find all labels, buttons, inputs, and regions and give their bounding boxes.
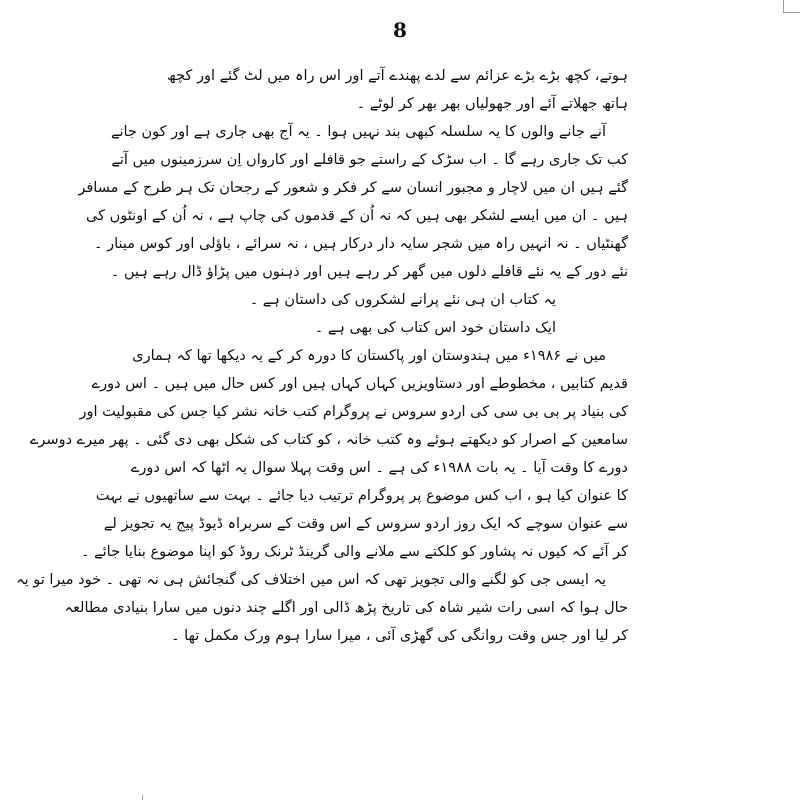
text-line: نئے دور کے یہ نئے قافلے دلوں میں گھر کر رہے ہیں اور ذہنوں میں پڑاؤ ڈال رہے ہیں ۔ [110, 264, 628, 280]
text-line: سامعین کے اصرار کو دیکھتے ہوئے وہ کتب خانہ ، کو کتاب کی شکل بھی دی گئی ۔ پھر میرے دوسرے [29, 432, 628, 448]
text-line: میں نے ۱۹۸۶ء میں ہندوستان اور پاکستان کا دورہ کر کے یہ دیکھا تھا کہ ہماری [132, 348, 606, 364]
text-line: کا عنوان کیا ہو ، اب کس موضوع پر پروگرام ترتیب دیا جائے ۔ بہت سے ساتھیوں نے بہت [95, 488, 628, 504]
text-line: ہیں ۔ ان میں ایسے لشکر بھی ہیں کہ نہ اُن کے قدموں کی چاپ ہے ، نہ اُن کے اونٹوں کی [86, 208, 628, 224]
page-bottom-mark [132, 795, 143, 800]
text-line: کر لیا اور جس وقت روانگی کی گھڑی آئی ، میرا سارا ہوم ورک مکمل تھا ۔ [171, 628, 628, 644]
text-line: دورے کا وقت آیا ۔ یہ بات ۱۹۸۸ء کی ہے ۔ اس وقت پہلا سوال یہ اٹھا کہ اس دورے [130, 460, 628, 476]
text-line: ہاتھ جھلاتے آئے اور جھولیاں بھر بھر کر لوٹے ۔ [356, 96, 628, 112]
urdu-body-text [16, 62, 628, 650]
text-line: کی بنیاد پر بی بی سی کی اردو سروس نے پروگرام کتب خانہ نشر کیا جس کی مقبولیت اور [79, 404, 628, 420]
text-line: حال ہوا کہ اسی رات شیر شاہ کی تاریخ پڑھ ڈالی اور اگلے چند دنوں میں سارا بنیادی مطالعہ [64, 600, 628, 616]
text-line: سے عنوان سوچے کہ ایک روز اردو سروس کے اس وقت کے سربراہ ڈیوڈ پیج یہ تجویز لے [103, 516, 628, 532]
text-line: یہ کتاب ان ہی نئے پرانے لشکروں کی داستان ہے ۔ [249, 292, 556, 308]
text-line: کر آئے کہ کیوں نہ پشاور کو کلکتے سے ملانے والی گرینڈ ٹرنک روڈ کو اپنا موضوع بنایا جائے ۔ [81, 544, 628, 560]
page-number: 8 [393, 18, 407, 42]
text-line: ہوتے، کچھ بڑے بڑے عزائم سے لدے پھندے آتے اور اس راہ میں لٹ گئے اور کچھ [166, 68, 628, 84]
text-line: گئے ہیں ان میں لاچار و مجبور انسان سے کر فکر و شعور کے رجحان تک ہر طرح کے مسافر [78, 180, 628, 196]
text-line: گھنٹیاں ۔ نہ انہیں راہ میں شجر سایہ دار درکار ہیں ، نہ سرائے ، باؤلی اور کوس مینار ۔ [94, 236, 628, 252]
page-corner-mark [783, 0, 800, 13]
text-line: آنے جانے والوں کا یہ سلسلہ کبھی بند نہیں ہوا ۔ یہ آج بھی جاری ہے اور کون جانے [110, 124, 606, 140]
text-line: کب تک جاری رہے گا ۔ اب سڑک کے راستے جو قافلے اور کارواں اِن سرزمینوں میں آتے [111, 152, 628, 168]
text-line: یہ ایسی جی کو لگنے والی تجویز تھی کہ اس میں اختلاف کی گنجائش ہی نہ تھی ۔ خود میرا تو یہ [16, 572, 606, 588]
text-line: ایک داستان خود اس کتاب کی بھی ہے ۔ [314, 320, 556, 336]
text-line: قدیم کتابیں ، مخطوطے اور دستاویزیں کہاں کہاں ہیں اور کس حال میں ہیں ۔ اس دورے [91, 376, 628, 392]
